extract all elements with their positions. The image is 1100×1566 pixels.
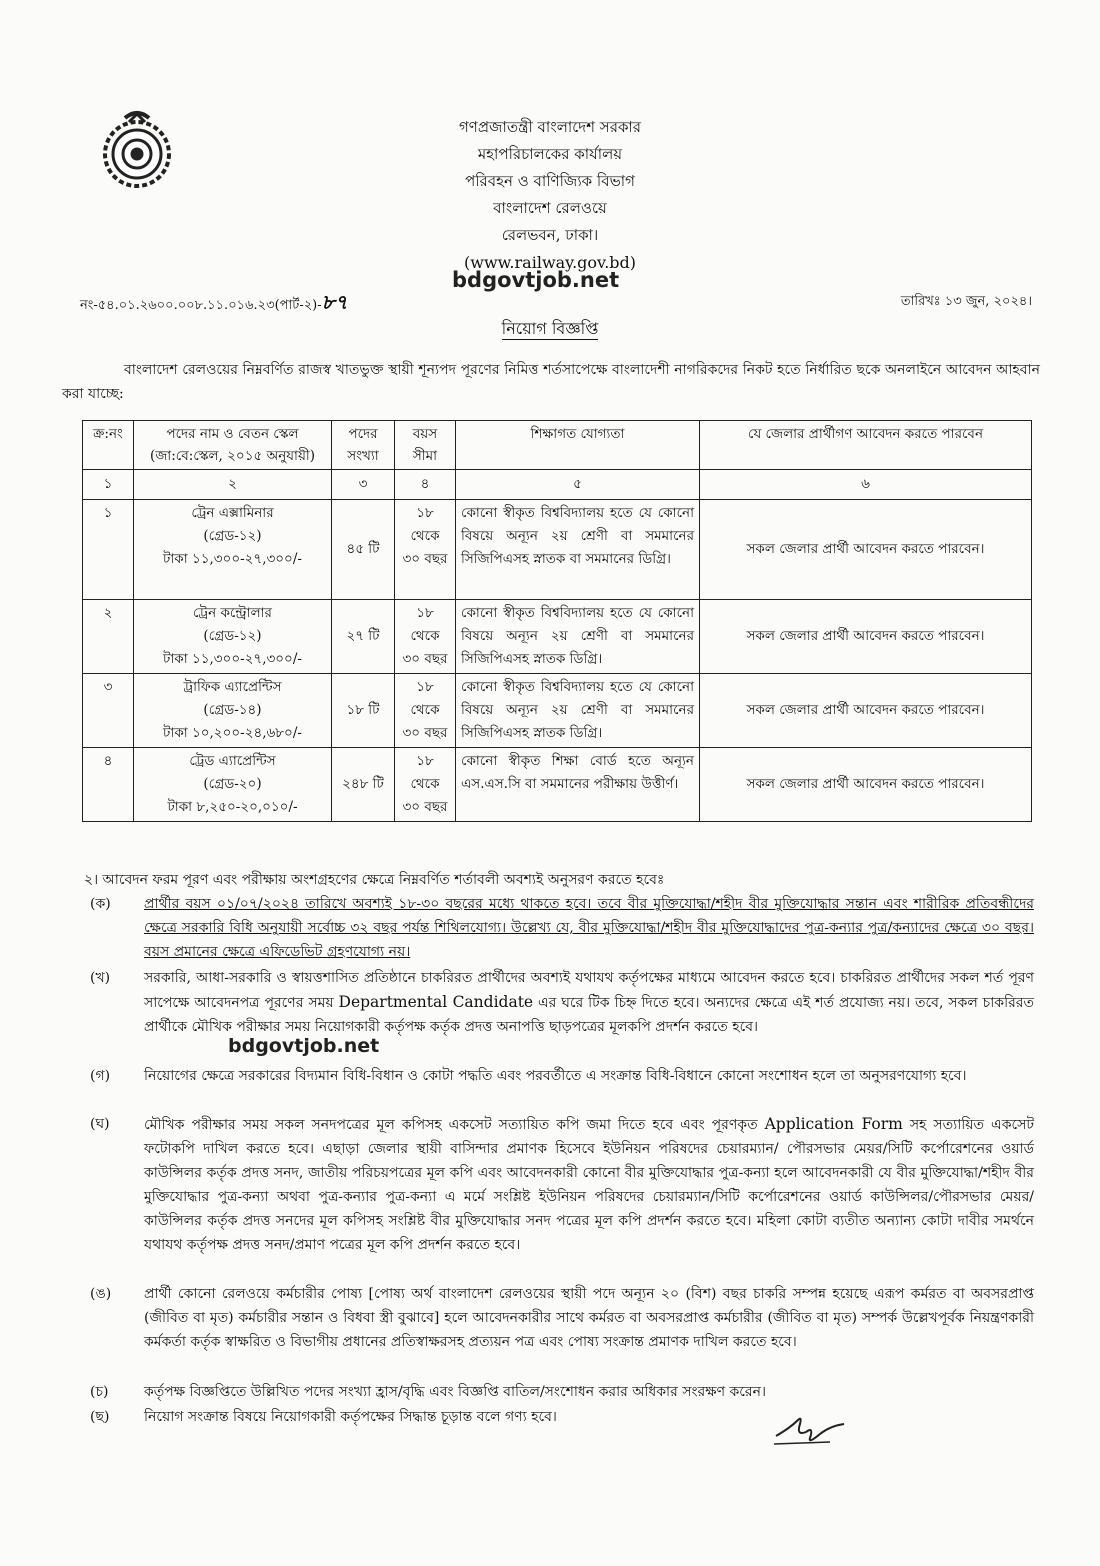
condition-text: কর্তৃপক্ষ বিজ্ঞপ্তিতে উল্লিখিত পদের সংখ্যা হ্রাস/বৃদ্ধি এবং বিজ্ঞপ্তি বাতিল/সংশোধন করার অধিকার সংরক্ষণ করেন। [144, 1384, 766, 1400]
post-name: ট্রেড এ্যাপ্রেন্টিস [189, 753, 276, 769]
office-header [340, 114, 760, 276]
column-number: ২ [134, 470, 332, 500]
row-serial: ৩ [83, 674, 134, 748]
age-cell [395, 748, 456, 822]
qualification: কোনো স্বীকৃত বিশ্ববিদ্যালয় হতে যে কোনো বিষয়ে অন্যূন ২য় শ্রেণী বা সমমানের সিজিপিএসহ স্নাতক ডিগ্রি। [456, 600, 700, 674]
eligible-district: সকল জেলার প্রার্থী আবেদন করতে পারবেন। [700, 600, 1032, 674]
watermark-text: bdgovtjob.net [228, 1035, 380, 1057]
column-number: ৬ [700, 470, 1032, 500]
condition-text-part: সহ সত্যায়িত একসেট ফটোকপি দাখিল করতে হবে। এছাড়া জেলার স্থায়ী বাসিন্দার প্রমাণক হিসেবে ইউনিয়ন পরিষদের চেয়ারম্যান/ পৌরসভার মেয়র/সিটি কর্পোরেশনের ওয়ার্ড কাউন্সিলর কর্তৃক প্রদত্ত সনদ, জাতীয় পরিচয়পত্রের মূল কপি এবং আবেদনকারী কোনো বীর মুক্তিযোদ্ধার পুত্র-কন্যা হলে আবেদনকারী যে বীর মুক্তিযোদ্ধা/শহীদ বীর মুক্তিযোদ্ধার পুত্র-কন্যা অথবা পুত্র-কন্যার পুত্র-কন্যা এ মর্মে সংশ্লিষ্ট ইউনিয়ন পরিষদের চেয়ারম্যান/সিটি কর্পোরেশনের ওয়ার্ড কাউন্সিলর/পৌরসভার মেয়র/কাউন্সিলর কর্তৃক প্রদত্ত সনদের মূল কপিসহ সংশ্লিষ্ট বীর মুক্তিযোদ্ধার সনদ পত্রের মূল কপি প্রদর্শন করতে হবে। মহিলা কোটা ব্যতীত অন্যান্য কোটা দাবীর সমর্থনে যথাযথ কর্তৃপক্ষ প্রদত্ত সনদ/প্রমাণ পত্রের মূল কপি প্রদর্শন করতে হবে। [144, 1117, 1034, 1253]
age-cell [395, 674, 456, 748]
condition-text: নিয়োগের ক্ষেত্রে সরকারের বিদ্যমান বিধি-বিধান ও কোটা পদ্ধতি এবং পরবর্তীতে এ সংক্রান্ত বিধি-বিধানে কোনো সংশোধন হলে তা অনুসরণযোগ্য হবে। [144, 1068, 967, 1084]
condition-english-term: Application Form [764, 1115, 903, 1133]
condition-label: (ক) [90, 896, 111, 912]
post-count: ২৪৮ টি [332, 748, 395, 822]
condition-text-part: মৌখিক পরীক্ষার সময় সকল সনদপত্রের মূল কপিসহ একসেট সত্যায়িত কপি জমা দিতে হবে এবং পূরণকৃত [144, 1117, 758, 1133]
condition-label: (চ) [90, 1384, 109, 1400]
age-line: ১৮ [416, 679, 434, 695]
post-name: ট্রাফিক এ্যাপ্রেন্টিস [183, 679, 282, 695]
post-name: ট্রেন কন্ট্রোলার [193, 605, 272, 621]
condition-text-part: এর ঘরে টিক চিহ্ন দিতে হবে। অন্যদের ক্ষেত্রে এই শর্ত প্রযোজ্য নয়। তবে, সকল চাকরিরত প্রার্থীকে মৌখিক পরীক্ষার সময় নিয়োগকারী কর্তৃপক্ষ কর্তৃক প্রদত্ত অনাপত্তি ছাড়পত্রের মূলকপি প্রদর্শন করতে হবে। [144, 995, 1034, 1035]
post-pay: টাকা ১০,২০০-২৪,৬৮০/- [163, 725, 302, 741]
condition-text [144, 966, 1034, 1039]
row-serial: ২ [83, 600, 134, 674]
conditions-heading: ২। আবেদন ফরম পূরণ এবং পরীক্ষায় অংশগ্রহণের ক্ষেত্রে নিম্নবর্ণিত শর্তাবলী অবশ্যই অনুসরণ করতে হবেঃ [84, 872, 665, 888]
age-line: ৩০ বছর [402, 551, 448, 567]
age-line: ৩০ বছর [402, 651, 448, 667]
header-line: মহাপরিচালকের কার্যালয় [477, 145, 623, 163]
column-number: ১ [83, 470, 134, 500]
header-line: গণপ্রজাতন্ত্রী বাংলাদেশ সরকার [458, 118, 642, 136]
column-number: ৪ [395, 470, 456, 500]
post-grade: (গ্রেড-১২) [203, 628, 262, 644]
age-cell [395, 600, 456, 674]
col-header-district: যে জেলার প্রার্থীগণ আবেদন করতে পারবেন [700, 421, 1032, 470]
table-row [83, 748, 1032, 822]
row-serial: ১ [83, 500, 134, 600]
header-line: বাংলাদেশ রেলওয়ে [493, 199, 607, 217]
age-line: থেকে [410, 776, 440, 792]
post-cell [134, 748, 332, 822]
condition-text: প্রার্থী কোনো রেলওয়ে কর্মচারীর পোষ্য [পোষ্য অর্থ বাংলাদেশ রেলওয়ের স্থায়ী পদে অন্যূন ২০ (বিশ) বছর চাকরি সম্পন্ন হয়েছে এরূপ কর্মরত বা অবসরপ্রাপ্ত (জীবিত বা মৃত) কর্মচারীর সন্তান ও বিধবা স্ত্রী বুঝাবে] হলে আবেদনকারীর সাথে কর্মরত বা অবসরপ্রাপ্ত কর্মচারীর (জীবিত বা মৃত) সম্পর্ক উল্লেখপূর্বক নিয়ন্ত্রণকারী কর্মকর্তা কর্তৃক স্বাক্ষরিত ও বিভাগীয় প্রধানের প্রতিস্বাক্ষরসহ প্রত্যয়ন পত্র এবং পোষ্য সংক্রান্ত প্রমাণক দাখিল করতে হবে। [144, 1286, 1034, 1350]
post-grade: (গ্রেড-১৪) [203, 702, 262, 718]
qualification: কোনো স্বীকৃত বিশ্ববিদ্যালয় হতে যে কোনো বিষয়ে অন্যূন ২য় শ্রেণী বা সমমানের সিজিপিএসহ স্নাতক ডিগ্রি। [456, 674, 700, 748]
age-line: ১৮ [416, 505, 434, 521]
post-cell [134, 600, 332, 674]
header-line: রেলভবন, ঢাকা। [501, 226, 599, 244]
col-header-count: পদের সংখ্যা [332, 421, 395, 470]
railway-emblem-icon [95, 110, 179, 194]
condition-item [84, 1282, 1034, 1354]
table-row [83, 600, 1032, 674]
condition-item [84, 892, 1034, 964]
row-serial: ৪ [83, 748, 134, 822]
column-number: ৫ [456, 470, 700, 500]
memo-number-text: নং-৫৪.০১.২৬০০.০০৮.১১.০১৬.২৩(পার্ট-২)- [80, 298, 322, 313]
post-pay: টাকা ১১,৩০০-২৭,৩০০/- [163, 551, 302, 567]
condition-item [84, 1405, 784, 1429]
signature-icon [770, 1410, 850, 1454]
condition-text [144, 1112, 1034, 1257]
age-line: ৩০ বছর [402, 799, 448, 815]
condition-item [84, 1380, 1034, 1404]
table-header-row [83, 421, 1032, 470]
column-number-row [83, 470, 1032, 500]
age-line: ৩০ বছর [402, 725, 448, 741]
qualification: কোনো স্বীকৃত শিক্ষা বোর্ড হতে অন্যূন এস.এস.সি বা সমমানের পরীক্ষায় উত্তীর্ণ। [456, 748, 700, 822]
post-pay: টাকা ১১,৩০০-২৭,৩০০/- [163, 651, 302, 667]
age-line: ১৮ [416, 605, 434, 621]
table-row [83, 500, 1032, 600]
header-line: পরিবহন ও বাণিজ্যিক বিভাগ [465, 172, 635, 190]
age-line: থেকে [410, 628, 440, 644]
condition-item [84, 966, 1034, 1039]
eligible-district: সকল জেলার প্রার্থী আবেদন করতে পারবেন। [700, 748, 1032, 822]
age-line: থেকে [410, 528, 440, 544]
table-row [83, 674, 1032, 748]
issue-date: তারিখঃ ১৩ জুন, ২০২৪। [900, 294, 1032, 309]
condition-label: (ছ) [90, 1409, 110, 1425]
condition-text: প্রার্থীর বয়স ০১/০৭/২০২৪ তারিখে অবশ্যই ১৮-৩০ বছরের মধ্যে থাকতে হবে। তবে বীর মুক্তিযোদ্ধা/শহীদ বীর মুক্তিযোদ্ধার সন্তান এবং শারীরিক প্রতিবন্ধীদের ক্ষেত্রে সরকারি বিধি অনুযায়ী সর্বোচ্চ ৩২ বছর পর্যন্ত শিথিলযোগ্য। উল্লেখ্য যে, বীর মুক্তিযোদ্ধা/শহীদ বীর মুক্তিযোদ্ধাদের পুত্র-কন্যার পুত্র/কন্যাদের ক্ষেত্রে ৩০ বছর। বয়স প্রমানের ক্ষেত্রে এফিডেভিট গ্রহণযোগ্য নয়। [144, 896, 1034, 960]
col-header-age: বয়স সীমা [395, 421, 456, 470]
post-count: ৪৫ টি [332, 500, 395, 600]
post-grade: (গ্রেড-২০) [203, 776, 262, 792]
condition-label: (ঙ) [90, 1286, 112, 1302]
vacancy-table [82, 420, 1032, 822]
post-count: ১৮ টি [332, 674, 395, 748]
condition-label: (ঘ) [90, 1116, 110, 1132]
post-grade: (গ্রেড-১২) [203, 528, 262, 544]
age-cell [395, 500, 456, 600]
col-header-serial: ক্র:নং [83, 421, 134, 470]
condition-label: (গ) [90, 1068, 111, 1084]
post-name: ট্রেন এক্সামিনার [191, 505, 274, 521]
condition-text: নিয়োগ সংক্রান্ত বিষয়ে নিয়োগকারী কর্তৃপক্ষের সিদ্ধান্ত চূড়ান্ত বলে গণ্য হবে। [144, 1409, 557, 1425]
qualification: কোনো স্বীকৃত বিশ্ববিদ্যালয় হতে যে কোনো বিষয়ে অন্যূন ২য় শ্রেণী বা সমমানের সিজিপিএসহ স্নাতক বা সমমানের ডিগ্রি। [456, 500, 700, 600]
column-number: ৩ [332, 470, 395, 500]
col-header-qualification: শিক্ষাগত যোগ্যতা [456, 421, 700, 470]
post-cell [134, 674, 332, 748]
post-cell [134, 500, 332, 600]
eligible-district: সকল জেলার প্রার্থী আবেদন করতে পারবেন। [700, 674, 1032, 748]
watermark-text: bdgovtjob.net [452, 268, 620, 292]
website-link[interactable]: (www.railway.gov.bd) [464, 253, 636, 272]
post-count: ২৭ টি [332, 600, 395, 674]
condition-item [84, 1112, 1034, 1257]
age-line: ১৮ [416, 753, 434, 769]
condition-item [84, 1064, 1034, 1088]
intro-paragraph: বাংলাদেশ রেলওয়ের নিম্নবর্ণিত রাজস্ব খাতভুক্ত স্থায়ী শূন্যপদ পূরণের নিমিত্ত শর্তসাপেক্ষে বাংলাদেশী নাগরিকদের নিকট হতে নির্ধারিত ছকে অনলাইনে আবেদন আহবান করা যাচ্ছে: [62, 362, 1040, 402]
post-pay: টাকা ৮,২৫০-২০,০১০/- [167, 799, 298, 815]
condition-label: (খ) [90, 970, 111, 986]
notice-title [0, 316, 1100, 343]
condition-text-part: সরকারি, আধা-সরকারি ও স্বায়ত্তশাসিত প্রতিষ্ঠানে চাকরিরত প্রার্থীদের অবশ্যই যথাযথ কর্তৃপক্ষের মাধ্যমে আবেদন করতে হবে। চাকরিরত প্রার্থীদের সকল শর্ত পূরণ সাপেক্ষে আবেদনপত্র পূরণের সময় [144, 970, 1034, 1011]
eligible-district: সকল জেলার প্রার্থী আবেদন করতে পারবেন। [700, 500, 1032, 600]
age-line: থেকে [410, 702, 440, 718]
memo-handwritten-number: ৮৭ [321, 290, 348, 314]
col-header-post: পদের নাম ও বেতন স্কেল (জা:বে:স্কেল, ২০১৫ অনুযায়ী) [134, 421, 332, 470]
notice-title-text: নিয়োগ বিজ্ঞপ্তি [501, 319, 599, 338]
condition-english-term: Departmental Candidate [338, 993, 534, 1011]
